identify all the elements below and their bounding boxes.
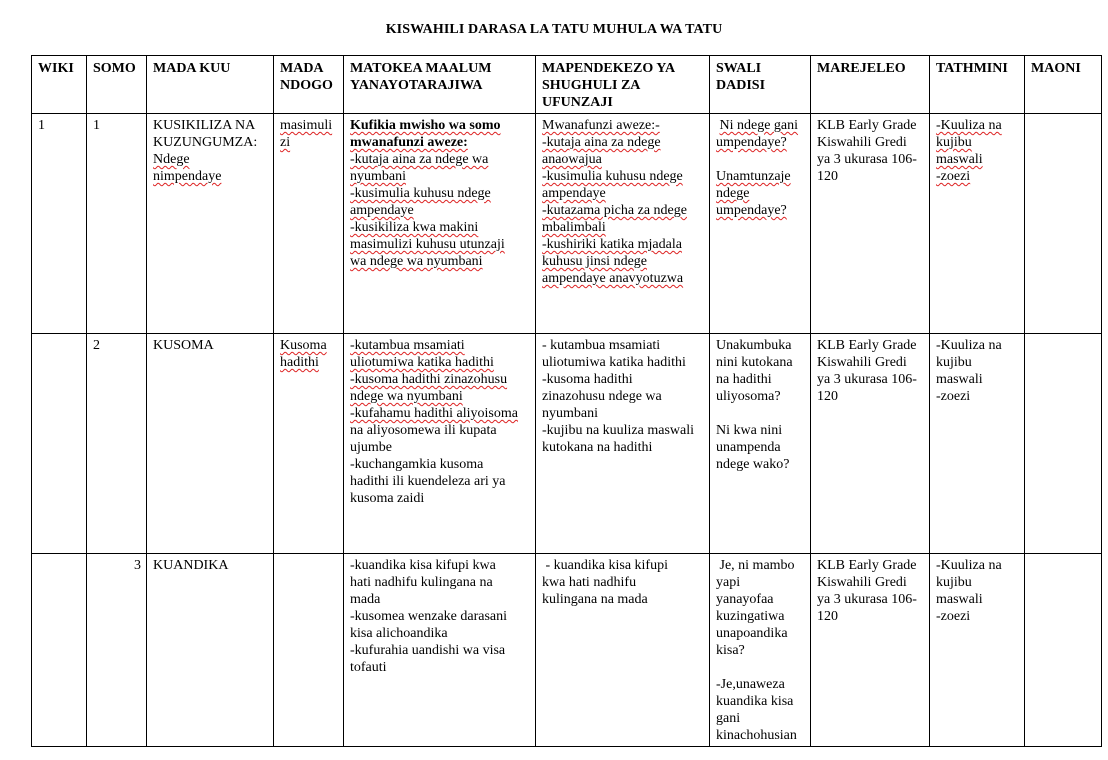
text-line: unampenda [716, 440, 781, 455]
text-line: -kufahamu hadithi aliyoisoma [350, 406, 518, 421]
text-line: -kusoma hadithi zinazohusu [350, 372, 508, 387]
cell-mada-kuu [147, 114, 274, 334]
text-line: KUANDIKA [153, 558, 229, 573]
text-line: ya 3 ukurasa 106- [817, 372, 917, 387]
text-line: kuhusu jinsi ndege [542, 254, 647, 269]
text-line [716, 134, 805, 151]
header-mada-kuu: MADA KUU [147, 56, 274, 114]
text-line: kulingana na mada [542, 592, 648, 607]
cell-mapendekezo [536, 334, 710, 554]
text-line: Ni kwa nini [716, 423, 783, 438]
text-line [350, 388, 530, 405]
text-line: -kusoma hadithi [542, 372, 633, 387]
text-line: ndege [716, 186, 750, 201]
text-line: -zoezi [936, 609, 971, 624]
header-swali-dadisi: SWALI DADISI [710, 56, 811, 114]
cell-mada-ndogo [274, 114, 344, 334]
cell-maoni [1025, 554, 1102, 747]
cell-marejeleo [811, 334, 930, 554]
text-line: Mwanafunzi aweze:- [542, 118, 660, 133]
text-line [350, 371, 530, 388]
text-line: -zoezi [936, 169, 971, 184]
text-line: Unamtunzaje [716, 169, 791, 184]
text-line [280, 354, 338, 371]
text-line: maswali [936, 592, 983, 607]
text-line [350, 354, 530, 371]
text-line: nyumbani [350, 169, 406, 184]
text-line: nini kutokana [716, 355, 793, 370]
text-line [542, 236, 704, 253]
text-line: na hadithi [716, 372, 772, 387]
text-line [936, 117, 1019, 134]
text-line: kisa? [716, 643, 745, 658]
header-maoni: MAONI [1025, 56, 1102, 114]
text-line [716, 168, 805, 185]
text-line: kujibu [936, 135, 972, 150]
text-line: maswali [936, 372, 983, 387]
text-line: nimpendaye [153, 169, 222, 184]
text-line [350, 219, 530, 236]
header-somo: SOMO [87, 56, 147, 114]
text-line [936, 134, 1019, 151]
cell-wiki [32, 334, 87, 554]
text-line: -zoezi [936, 389, 971, 404]
text-line: -kutazama picha za ndege [542, 203, 687, 218]
text-line: hati nadhifu kulingana na [350, 575, 493, 590]
text-line [350, 202, 530, 219]
text-line: -Kuuliza na [936, 118, 1002, 133]
text-line: ampendaye anavyotuzwa [542, 271, 684, 286]
text-line [716, 185, 805, 202]
text-line: Ndege [153, 152, 190, 167]
text-line: Ni ndege gani [719, 118, 799, 133]
text-line: - kuandika kisa kifupi [542, 558, 668, 573]
text-line: tofauti [350, 660, 387, 675]
text-line: Kiswahili Gredi [817, 575, 907, 590]
document-title: KISWAHILI DARASA LA TATU MUHULA WA TATU [385, 22, 723, 37]
text-line [542, 253, 704, 270]
cell-marejeleo [811, 554, 930, 747]
text-line: -kusikiliza kwa makini [350, 220, 479, 235]
text-line: kisa alichoandika [350, 626, 448, 641]
text-line: -kuandika kisa kifupi kwa [350, 558, 496, 573]
header-mada-ndogo: MADA NDOGO [274, 56, 344, 114]
text-line: kuzingatiwa [716, 609, 785, 624]
text-line: KUSIKILIZA NA [153, 118, 256, 133]
cell-mada-kuu [147, 554, 274, 747]
header-matokea: MATOKEA MAALUM YANAYOTARAJIWA [344, 56, 536, 114]
text-line: mada [350, 592, 381, 607]
text-gap [716, 405, 805, 422]
text-line: hadithi [280, 355, 319, 370]
text-line: mbalimbali [542, 220, 606, 235]
cell-matokea [344, 334, 536, 554]
text-line: unapoandika [716, 626, 788, 641]
text-line: uliyosoma? [716, 389, 781, 404]
header-tathmini: TATHMINI [930, 56, 1025, 114]
text-line: ujumbe [350, 440, 392, 455]
header-wiki: WIKI [32, 56, 87, 114]
cell-matokea [344, 554, 536, 747]
text-line: hadithi ili kuendeleza ari ya [350, 474, 506, 489]
text-line: ndege wako? [716, 457, 790, 472]
text-line: -kusimulia kuhusu ndege [350, 186, 491, 201]
text-line: 120 [817, 169, 838, 184]
header-marejeleo: MAREJELEO [811, 56, 930, 114]
text-line [350, 117, 530, 134]
text-line: na aliyosomewa ili kupata [350, 423, 497, 438]
cell-tathmini [930, 334, 1025, 554]
text-line: -kutaja aina za ndege wa [350, 152, 489, 167]
table-row [32, 114, 1102, 334]
text-line [350, 405, 530, 422]
text-line: uliotumiwa katika hadithi [350, 355, 494, 370]
cell-swali-dadisi [710, 114, 811, 334]
text-line: -Kuuliza na [936, 338, 1002, 353]
text-line: -kutambua msamiati [350, 338, 465, 353]
text-line: Je, ni mambo [716, 558, 795, 573]
text-line [280, 117, 338, 134]
text-line: kujibu [936, 355, 972, 370]
cell-wiki [32, 554, 87, 747]
text-line: -Je,unaweza [716, 677, 785, 692]
text-line [936, 168, 1019, 185]
text-line [542, 168, 704, 185]
text-line [350, 253, 530, 270]
cell-mapendekezo [536, 554, 710, 747]
cell-mapendekezo [536, 114, 710, 334]
text-line: Kiswahili Gredi [817, 355, 907, 370]
table-row [32, 554, 1102, 747]
text-line: kutokana na hadithi [542, 440, 653, 455]
cell-tathmini [930, 114, 1025, 334]
text-line: kujibu [936, 575, 972, 590]
text-line: umpendaye? [716, 135, 787, 150]
text-line: ya 3 ukurasa 106- [817, 592, 917, 607]
text-gap [716, 151, 805, 168]
text-line [350, 236, 530, 253]
text-line: masimulizi kuhusu utunzaji [350, 237, 505, 252]
text-line: gani [716, 711, 741, 726]
text-line [542, 202, 704, 219]
text-line: kwa hati nadhifu [542, 575, 637, 590]
text-line: Kiswahili Gredi [817, 135, 907, 150]
cell-swali-dadisi [710, 334, 811, 554]
text-line: ampendaye [542, 186, 606, 201]
cell-somo: 2 [87, 334, 147, 554]
header-mapendekezo: MAPENDEKEZO YA SHUGHULI ZA UFUNZAJI [536, 56, 710, 114]
cell-mada-kuu [147, 334, 274, 554]
text-line [153, 151, 268, 168]
text-line [542, 185, 704, 202]
text-line: maswali [936, 152, 983, 167]
text-line: KUZUNGUMZA: [153, 135, 258, 150]
text-line: mwanafunzi aweze: [350, 135, 468, 150]
cell-matokea [344, 114, 536, 334]
text-line: KLB Early Grade [817, 338, 917, 353]
text-line: kusoma zaidi [350, 491, 425, 506]
text-line: yapi [716, 575, 741, 590]
text-line: - kutambua msamiati [542, 338, 661, 353]
text-line: Unakumbuka [716, 338, 792, 353]
text-line [280, 337, 338, 354]
cell-marejeleo [811, 114, 930, 334]
cell-maoni [1025, 334, 1102, 554]
header-row [32, 56, 1102, 114]
text-line [153, 168, 268, 185]
text-line: yanayofaa [716, 592, 774, 607]
text-line: 120 [817, 609, 838, 624]
text-line: -kutaja aina za ndege [542, 135, 661, 150]
cell-somo: 1 [87, 114, 147, 334]
text-line: kuandika kisa [716, 694, 794, 709]
cell-somo: 3 [87, 554, 147, 747]
cell-wiki: 1 [32, 114, 87, 334]
text-line: -Kuuliza na [936, 558, 1002, 573]
table-row [32, 334, 1102, 554]
text-line: ampendaye [350, 203, 414, 218]
text-line [350, 134, 530, 151]
cell-swali-dadisi [710, 554, 811, 747]
cell-maoni [1025, 114, 1102, 334]
cell-tathmini [930, 554, 1025, 747]
text-line: uliotumiwa katika hadithi [542, 355, 686, 370]
text-line: zi [280, 135, 291, 150]
text-line [542, 134, 704, 151]
text-line: anaowajua [542, 152, 602, 167]
text-line: nyumbani [542, 406, 598, 421]
text-line [542, 270, 704, 287]
text-line: Kufikia mwisho wa somo [350, 118, 501, 133]
text-line: KUSOMA [153, 338, 214, 353]
text-line [350, 337, 530, 354]
cell-mada-ndogo [274, 554, 344, 747]
text-line: ya 3 ukurasa 106- [817, 152, 917, 167]
text-line: masimuli [280, 118, 333, 133]
text-line [936, 151, 1019, 168]
text-line: umpendaye? [716, 203, 787, 218]
text-line [716, 117, 805, 134]
text-line [350, 168, 530, 185]
text-line: zinazohusu ndege wa [542, 389, 662, 404]
text-line: ndege wa nyumbani [350, 389, 463, 404]
text-line: 120 [817, 389, 838, 404]
text-line [716, 202, 805, 219]
text-line: -kushiriki katika mjadala [542, 237, 682, 252]
text-line: KLB Early Grade [817, 118, 917, 133]
text-line: KLB Early Grade [817, 558, 917, 573]
text-line: -kuchangamkia kusoma [350, 457, 484, 472]
text-line: -kufurahia uandishi wa visa [350, 643, 506, 658]
text-line: Kusoma [280, 338, 327, 353]
text-line: kinachohusian [716, 728, 797, 743]
text-line: -kusimulia kuhusu ndege [542, 169, 683, 184]
scheme-of-work-table [31, 55, 1102, 747]
text-line [350, 185, 530, 202]
text-line [542, 151, 704, 168]
cell-mada-ndogo [274, 334, 344, 554]
text-line [542, 219, 704, 236]
text-line [350, 151, 530, 168]
text-line [280, 134, 338, 151]
text-line [542, 117, 704, 134]
text-gap [716, 659, 805, 676]
text-line: -kusomea wenzake darasani [350, 609, 508, 624]
text-line: wa ndege wa nyumbani [350, 254, 483, 269]
text-line: -kujibu na kuuliza maswali [542, 423, 695, 438]
